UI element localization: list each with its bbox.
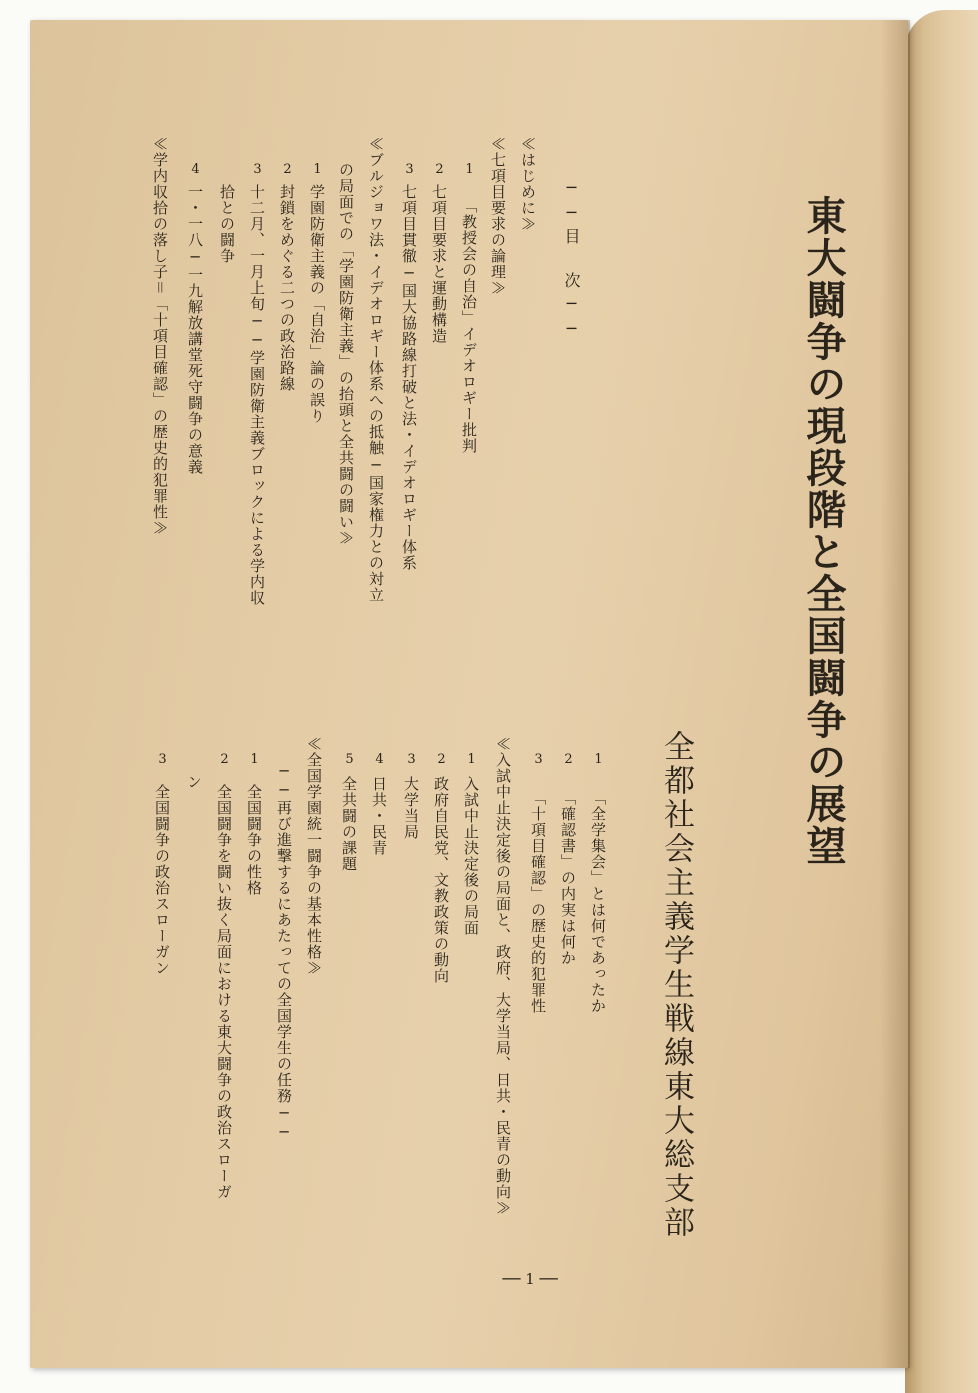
toc-item-number: 3 (155, 752, 170, 767)
toc-item: 十二月、一月上旬──学園防衛主義ブロックによる学内収 (248, 184, 266, 606)
toc-item: 学園防衛主義の「自治」論の誤り (308, 184, 326, 424)
toc-section-seven-demands: ≪七項目要求の論理≫ (489, 136, 507, 296)
toc-item: 全国闘争の政治スローガン (153, 784, 171, 976)
page-number: ── 1 ── (502, 1270, 558, 1288)
toc-item: 一・一八─一九解放講堂死守闘争の意義 (186, 184, 204, 475)
toc-section-bourgeois-law: ≪ブルジョワ法・イデオロギー体系への抵触─国家権力との対立 (367, 136, 385, 603)
toc-item-number: 2 (217, 752, 232, 767)
toc-item: 七項目貫徹─国大協路線打破と法・イデオロギー体系 (400, 184, 418, 571)
toc-item-number: 1 (247, 752, 262, 767)
author-organization: 全都社会主義学生戦線東大総支部 (658, 730, 694, 1240)
toc-item: 政府自民党、文教政策の動向 (432, 776, 450, 984)
toc-item-number: 4 (372, 752, 387, 767)
toc-item-number: 1 (591, 752, 606, 767)
toc-item: 全国闘争を闘い抜く局面における東大闘争の政治スローガ (215, 784, 233, 1200)
toc-section-ten-items: ≪学内収拾の落し子＝「十項目確認」の歴史的犯罪性≫ (151, 136, 169, 536)
next-page-edge (905, 10, 978, 1393)
toc-item-continuation: 拾との闘争 (218, 184, 236, 264)
toc-item-number: 1 (464, 752, 479, 767)
toc-item-number: 1 (310, 162, 325, 177)
toc-section-subtitle: ──再び進撃するにあたっての全国学生の任務── (275, 762, 293, 1142)
toc-item-number: 2 (434, 752, 449, 767)
toc-section-entrance-exam: ≪入試中止決定後の局面と、政府、大学当局、日共・民青の動向≫ (494, 736, 512, 1216)
toc-item-number: 3 (250, 162, 265, 177)
toc-item: 全国闘争の性格 (245, 784, 263, 896)
toc-item-number: 2 (432, 162, 447, 177)
toc-item: 入試中止決定後の局面 (462, 776, 480, 936)
toc-item: 「全学集会」とは何であったか (589, 790, 607, 1014)
toc-heading: ──目 次── (562, 178, 581, 344)
toc-item-number: 2 (561, 752, 576, 767)
toc-item-number: 4 (188, 162, 203, 177)
toc-item-number: 3 (531, 752, 546, 767)
toc-section-intro: ≪はじめに≫ (519, 136, 537, 232)
toc-item: 七項目要求と運動構造 (430, 184, 448, 344)
toc-item-number: 1 (462, 162, 477, 177)
toc-item-number: 3 (402, 162, 417, 177)
document-title: 東大闘争の現段階と全国闘争の展望 (800, 195, 847, 867)
toc-item-number: 3 (404, 752, 419, 767)
toc-item: 「十項目確認」の歴史的犯罪性 (529, 790, 547, 1014)
toc-item-number: 5 (342, 752, 357, 767)
toc-section-bourgeois-law-cont: の局面での「学園防衛主義」の抬頭と全共闘の闘い≫ (337, 162, 355, 546)
toc-item: 封鎖をめぐる二つの政治路線 (278, 184, 296, 392)
toc-item: 全共闘の課題 (340, 776, 358, 872)
page-gutter-shadow (880, 20, 910, 1368)
toc-item: 「確認書」の内実は何か (559, 790, 577, 966)
toc-item: 日共・民青 (370, 776, 388, 856)
toc-item: 「教授会の自治」イデオロギー批判 (460, 198, 478, 454)
toc-item-continuation: ン (185, 774, 203, 790)
toc-item: 大学当局 (402, 776, 420, 840)
toc-section-national-struggle: ≪全国学園統一闘争の基本性格≫ (305, 736, 323, 976)
toc-item-number: 2 (280, 162, 295, 177)
